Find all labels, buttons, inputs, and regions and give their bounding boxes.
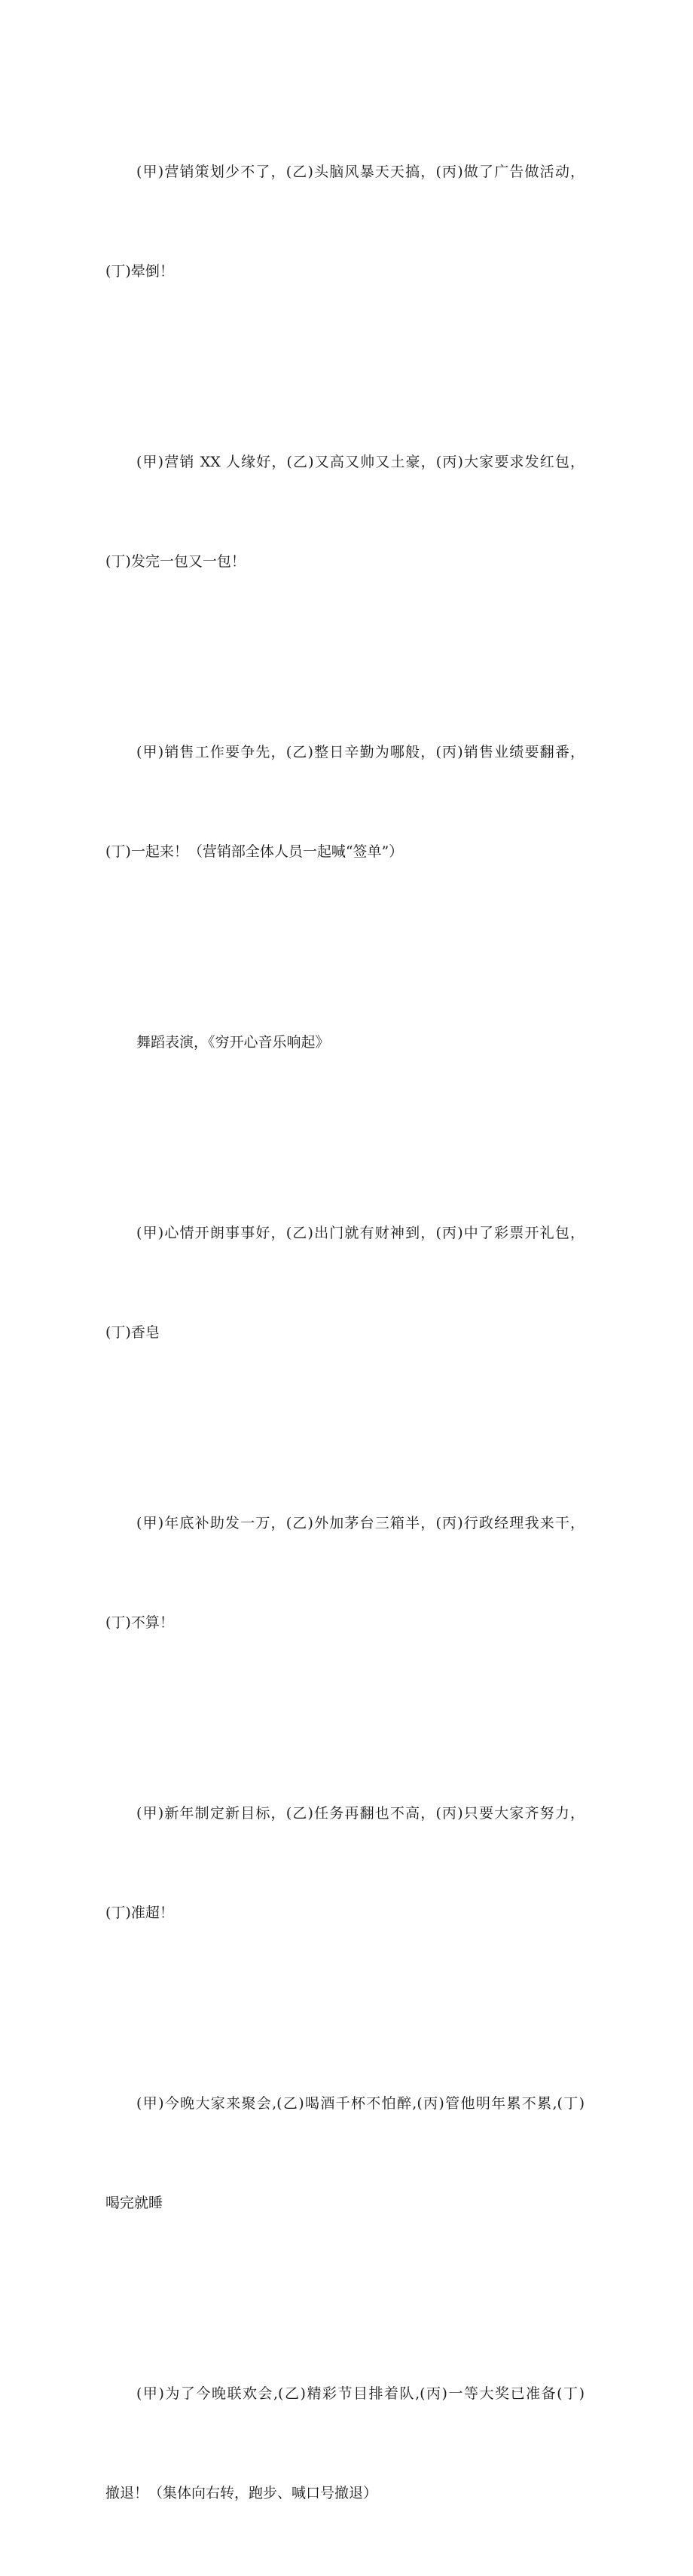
document-page xyxy=(105,89,585,2576)
paragraph-line: 撤退！（集体向右转，跑步、喊口号撤退） xyxy=(105,2485,378,2501)
paragraph-line: 喝完就睡 xyxy=(105,2195,163,2211)
paragraph-line: (甲)年底补助发一万，(乙)外加茅台三箱半，(丙)行政经理我来干， xyxy=(136,1515,585,1531)
paragraph-6 xyxy=(105,1440,585,1706)
paragraph-line: (丁)晕倒！ xyxy=(105,263,174,280)
paragraph-8 xyxy=(105,2021,585,2286)
paragraph-line: (丁)发完一包又一包！ xyxy=(105,553,246,570)
paragraph-line: (甲)新年制定新目标，(乙)任务再翻也不高，(丙)只要大家齐努力， xyxy=(136,1805,585,1822)
paragraph-7 xyxy=(105,1730,585,1996)
paragraph-line: (甲)今晚大家来聚会,(乙)喝酒千杯不怕醉,(丙)管他明年累不累,(丁) xyxy=(136,2095,585,2112)
paragraph-line: (丁)香皂 xyxy=(105,1324,160,1341)
paragraph-line: (甲)心情开朗事事好，(乙)出门就有财神到，(丙)中了彩票开礼包， xyxy=(136,1225,585,1241)
paragraph-2 xyxy=(105,379,585,644)
paragraph-line: 舞蹈表演，《穷开心音乐响起》 xyxy=(136,1034,330,1051)
paragraph-line: (丁)不算！ xyxy=(105,1614,174,1631)
paragraph-line: (甲)销售工作要争先，(乙)整日辛勤为哪般，(丙)销售业绩要翻番， xyxy=(136,744,585,760)
paragraph-9 xyxy=(105,2311,585,2576)
paragraph-line: (甲)为了今晚联欢会,(乙)精彩节目排着队,(丙)一等大奖已准备(丁) xyxy=(136,2385,585,2402)
paragraph-1 xyxy=(105,89,585,354)
paragraph-3 xyxy=(105,669,585,935)
paragraph-line: (丁)一起来！（营销部全体人员一起喊“签单”） xyxy=(105,843,404,860)
paragraph-5 xyxy=(105,1150,585,1415)
paragraph-line: (甲)营销 XX 人缘好，(乙)又高又帅又土豪，(丙)大家要求发红包， xyxy=(136,454,585,470)
paragraph-line: (丁)准超！ xyxy=(105,1904,174,1921)
paragraph-4 xyxy=(105,959,585,1125)
paragraph-line: (甲)营销策划少不了，(乙)头脑风暴天天搞，(丙)做了广告做活动， xyxy=(136,164,585,180)
